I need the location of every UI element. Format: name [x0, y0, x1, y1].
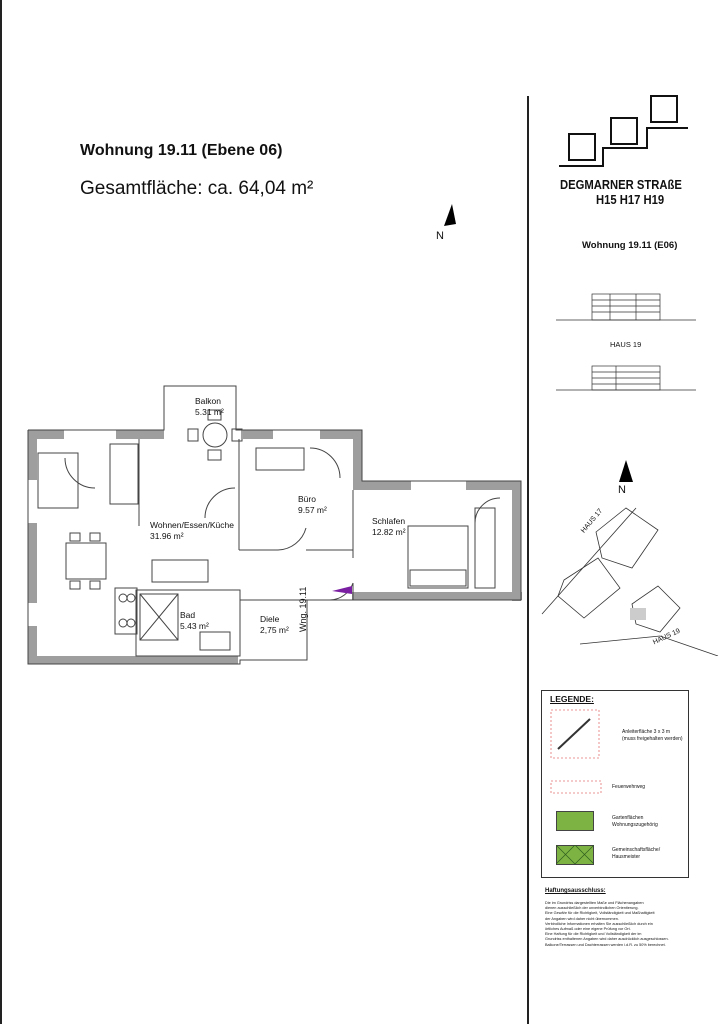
north-arrow	[436, 204, 458, 240]
disclaimer-line: Eine Gewähr für die Richtigkeit, Vollständigkeit und Maßhaltigkeit	[545, 911, 655, 916]
room-schlafen	[372, 516, 406, 538]
disclaimer-title: Haftungsausschluss:	[545, 888, 606, 894]
legend-item-ladder	[622, 729, 683, 743]
north-label: N	[436, 230, 444, 242]
floor-plan	[20, 378, 530, 678]
room-area: 9.57 m²	[298, 505, 327, 515]
disclaimer-line: dienen ausschließlich der unverbindlichen Orientierung.	[545, 906, 639, 911]
legend-box	[541, 690, 689, 878]
elevation-view-top	[556, 288, 696, 326]
disclaimer-line: Verbindliche Informationen erhalten Sie ausschließlich durch ein	[545, 921, 653, 926]
room-area: 2,75 m²	[260, 625, 289, 635]
company-logo-icon	[555, 94, 690, 169]
room-balkon	[195, 396, 224, 418]
site-north-arrow	[616, 460, 636, 500]
room-buero	[298, 494, 327, 516]
fire-lane-icon	[550, 779, 605, 795]
total-area: Gesamtfläche: ca. 64,04 m²	[80, 178, 314, 199]
legend-text: Hausmeister	[612, 854, 641, 860]
shared-area-swatch-icon	[556, 845, 594, 865]
ladder-area-icon	[550, 709, 600, 759]
room-diele	[260, 614, 289, 636]
room-name: Bad	[180, 610, 196, 620]
north-arrow-icon	[616, 460, 636, 484]
legend-item-garden	[612, 815, 658, 829]
room-name: Schlafen	[372, 516, 406, 526]
north-arrow-icon	[436, 204, 458, 232]
legend-text: Wohnungszugehörig	[612, 822, 658, 828]
legend-item-shared	[612, 847, 660, 861]
legend-heading: LEGENDE:	[550, 694, 594, 704]
elevation-view-bottom	[556, 360, 696, 396]
disclaimer-line: der Angaben wird daher nicht übernommen.	[545, 916, 619, 921]
disclaimer-text	[545, 901, 705, 948]
site-north-label: N	[618, 484, 626, 496]
room-area: 5.31 m²	[195, 407, 224, 417]
disclaimer-line: Die im Grundriss dargestellten Maße und Flächenangaben	[545, 901, 644, 905]
room-name: Wohnen/Essen/Küche	[150, 520, 234, 530]
site-label-haus17: HAUS 17	[580, 507, 605, 535]
legend-text: Gemeinschaftsfläche/	[612, 847, 661, 853]
garden-swatch-icon	[556, 811, 594, 831]
site-label-haus19: HAUS 19	[652, 627, 682, 647]
legend-text: (muss freigehalten werden)	[622, 736, 683, 742]
disclaimer-line: Balkone/Terrassen und Dachterrassen werden i.d.R. zu 50% berechnet.	[545, 942, 666, 947]
room-area: 5.43 m²	[180, 621, 209, 631]
unit-label: Wng. 19.11	[298, 586, 308, 632]
street-name: DEGMARNER STRAßE	[560, 178, 682, 192]
unit-label-sidebar: Wohnung 19.11 (E06)	[582, 240, 678, 251]
legend-text: Gartenflächen	[612, 815, 644, 821]
site-plan	[540, 496, 720, 656]
room-bad	[180, 610, 209, 632]
room-wohnen	[150, 520, 234, 542]
apartment-title: Wohnung 19.11 (Ebene 06)	[80, 142, 283, 159]
disclaimer-line: Eine Haftung für die Richtigkeit und Vollständigkeit der im	[545, 932, 642, 937]
room-name: Büro	[298, 494, 316, 504]
house-numbers: H15 H17 H19	[596, 193, 665, 207]
disclaimer-line: Grundriss enthaltenen Angaben wird daher ausdrücklich ausgeschlossen.	[545, 937, 669, 942]
disclaimer-line: örtliches Aufmaß oder eine eigene Prüfung vor Ort.	[545, 927, 631, 932]
room-name: Diele	[260, 614, 280, 624]
legend-item-fire: Feuerwehrweg	[612, 784, 646, 790]
room-area: 31.96 m²	[150, 531, 184, 541]
room-name: Balkon	[195, 396, 221, 406]
legend-text: Anleiterfläche 3 x 3 m	[622, 729, 671, 735]
room-area: 12.82 m²	[372, 527, 406, 537]
haus-label: HAUS 19	[610, 340, 642, 349]
sheet-edge	[0, 0, 2, 1024]
